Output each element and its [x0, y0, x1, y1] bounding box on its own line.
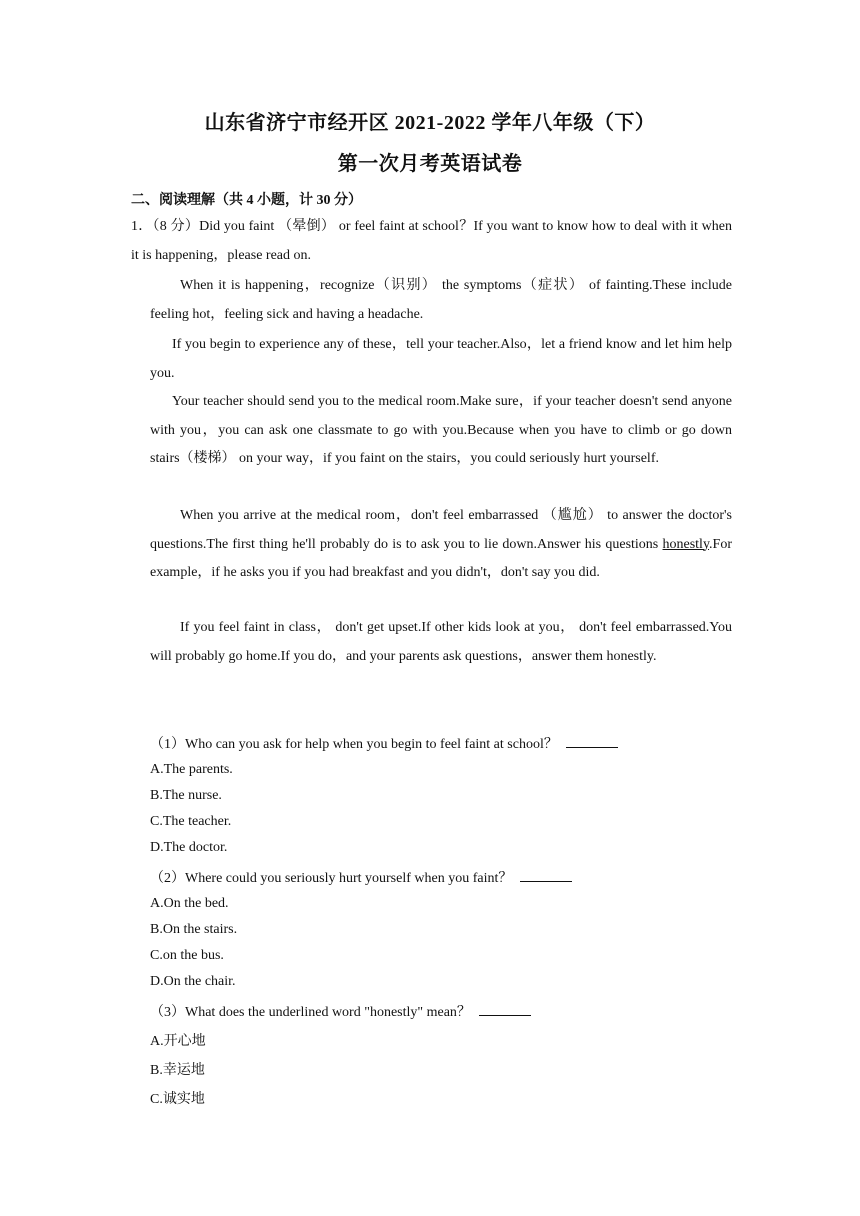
question-3-option-b: B.幸运地: [150, 1063, 205, 1078]
question-1-option-b: B.The nurse.: [150, 788, 222, 803]
question-1-stem: （1）Who can you ask for help when you begin to feel faint at school？: [150, 733, 618, 753]
question-2-option-d: D.On the chair.: [150, 974, 236, 989]
question-number: 1．（8 分）: [131, 219, 200, 234]
question-1-option-a: A.The parents.: [150, 762, 233, 777]
paragraph-1-text: Did you faint （晕倒） or feel faint at school？If you want to know how to deal with it when it is happening，please read on.: [131, 219, 732, 263]
question-2-option-a: A.On the bed.: [150, 896, 229, 911]
answer-blank[interactable]: [566, 735, 618, 748]
passage-paragraph-5: When you arrive at the medical room，don't feel embarrassed （尴尬） to answer the doctor's questions.The first thing he'll probably do is to ask you to lie down.Answer his questions honestly.For example，if he asks you if you had breakfast and you didn't，don't say you did.: [150, 508, 732, 580]
question-2-stem: （2）Where could you seriously hurt yourself when you faint？: [150, 867, 572, 887]
exam-title-line1: 山东省济宁市经开区 2021-2022 学年八年级（下）: [204, 112, 656, 134]
answer-blank[interactable]: [479, 1003, 531, 1016]
section-heading: 二、阅读理解（共 4 小题，计 30 分）: [131, 193, 362, 208]
passage-paragraph-2: When it is happening，recognize（识别） the symptoms（症状） of fainting.These include feeling hot，feeling sick and having a headache.: [150, 278, 732, 322]
exam-title-line2: 第一次月考英语试卷: [337, 153, 523, 175]
question-1-option-c: C.The teacher.: [150, 814, 232, 829]
passage-paragraph-1: [131, 213, 732, 270]
question-3-option-a: A.开心地: [150, 1034, 206, 1049]
passage-paragraph-3: If you begin to experience any of these，tell your teacher.Also，let a friend know and let him help you.: [150, 337, 732, 381]
underlined-word-honestly: honestly: [662, 536, 710, 552]
question-2-option-c: C.on the bus.: [150, 948, 224, 963]
question-3-option-c: C.诚实地: [150, 1092, 205, 1107]
passage-paragraph-4: Your teacher should send you to the medical room.Make sure，if your teacher doesn't send anyone with you，you can ask one classmate to go with you.Because when you have to climb or go down stairs（楼梯） on your way，if you faint on the stairs，you could seriously hurt yourself.: [150, 394, 732, 466]
answer-blank[interactable]: [520, 869, 572, 882]
passage-paragraph-6: If you feel faint in class， don't get upset.If other kids look at you， don't feel embarrassed.You will probably go home.If you do，and your parents ask questions，answer them honestly.: [150, 620, 732, 664]
question-2-option-b: B.On the stairs.: [150, 922, 238, 937]
question-1-option-d: D.The doctor.: [150, 840, 228, 855]
question-3-stem: （3）What does the underlined word "honestly" mean？: [150, 1001, 531, 1021]
